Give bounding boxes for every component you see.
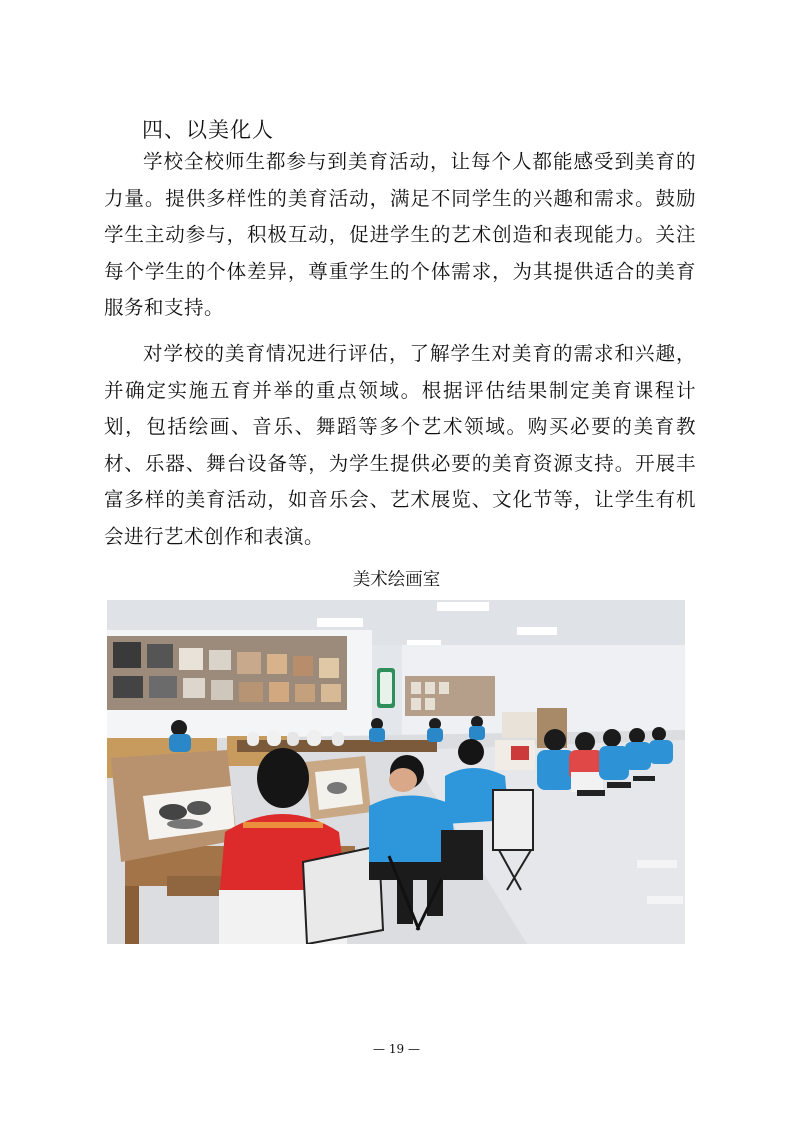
art-room-photo [107, 600, 685, 944]
figure-caption: 美术绘画室 [352, 570, 441, 590]
page-number: — 19 — [373, 1042, 420, 1056]
section-heading: 四、以美化人 [142, 118, 274, 142]
paragraph-2: 对学校的美育情况进行评估，了解学生对美育的需求和兴趣，并确定实施五育并举的重点领域。根据评估结果制定美育课程计划，包括绘画、音乐、舞蹈等多个艺术领域。购买必要的美育教材、乐器、舞台设备等，为学生提供必要的美育资源支持。开展丰富多样的美育活动，如音乐会、艺术展览、文化节等，让学生有机会进行艺术创作和表演。 [104, 342, 696, 548]
paragraph-1: 学校全校师生都参与到美育活动，让每个人都能感受到美育的力量。提供多样性的美育活动，满足不同学生的兴趣和需求。鼓励学生主动参与，积极互动，促进学生的艺术创造和表现能力。关注每个学生的个体差异，尊重学生的个体需求，为其提供适合的美育服务和支持。 [104, 150, 696, 319]
